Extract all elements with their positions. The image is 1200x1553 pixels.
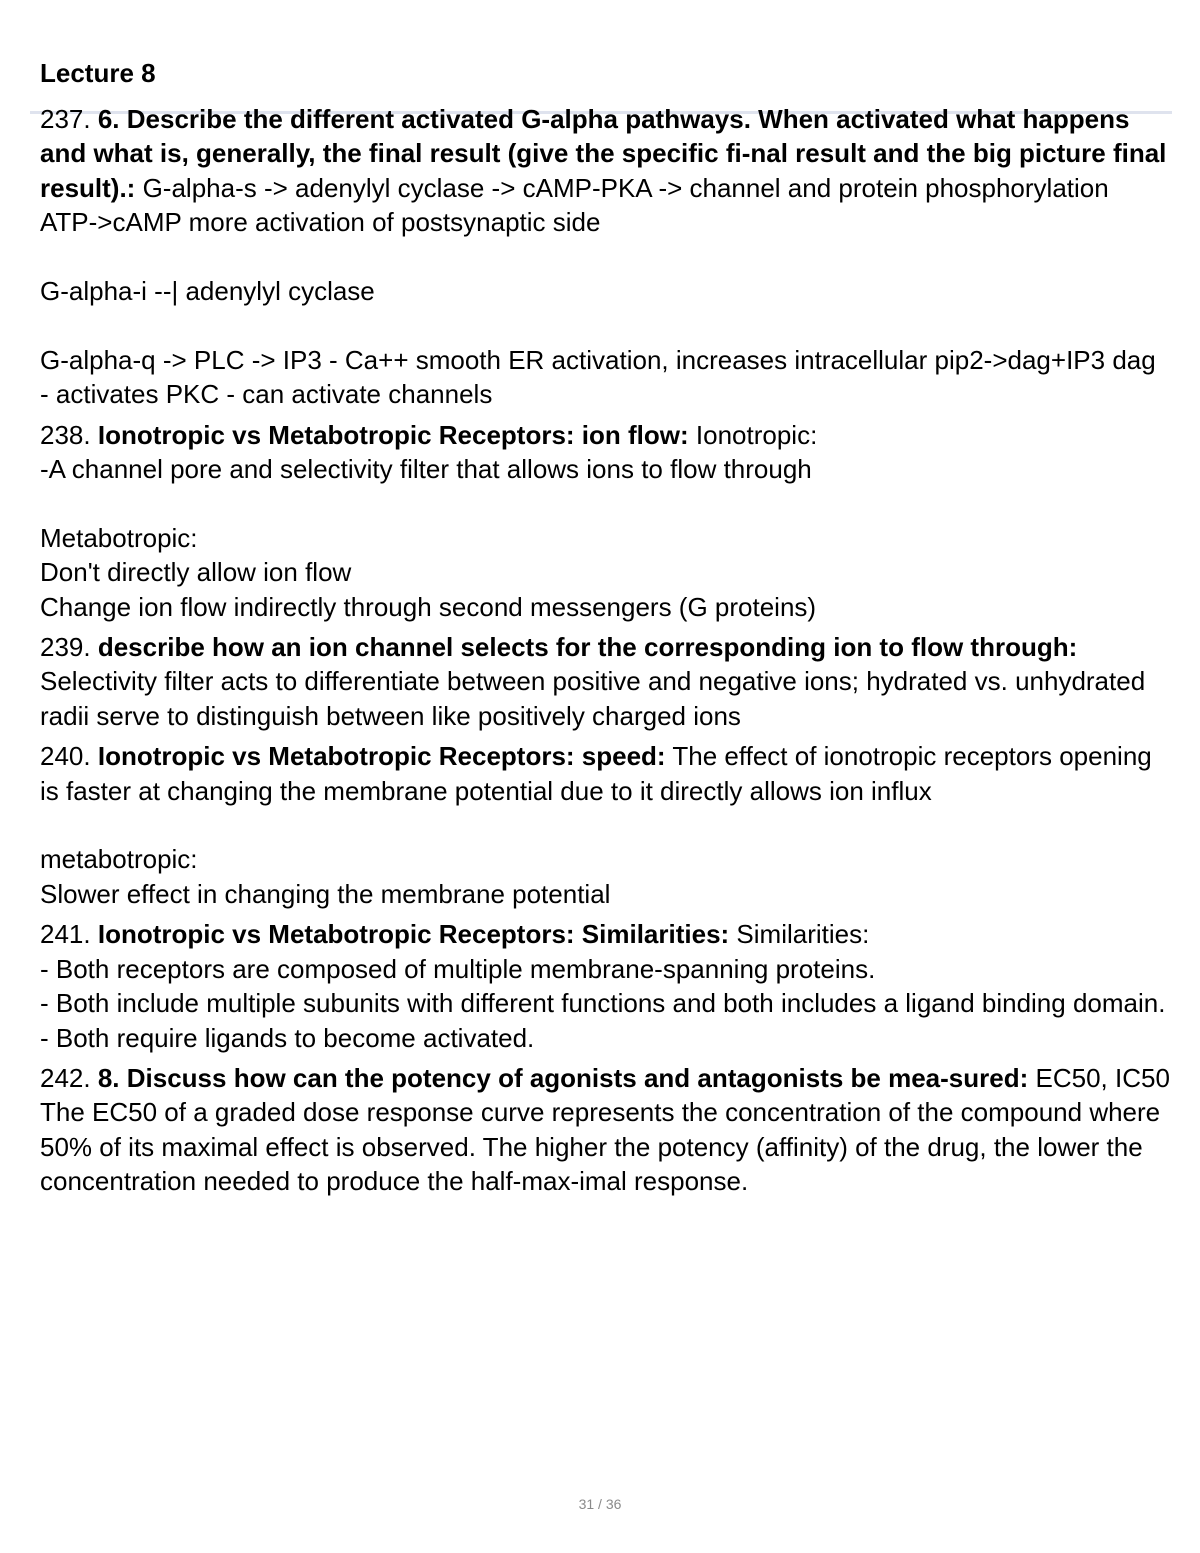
card-number: 241.: [40, 919, 91, 950]
card-number: 239.: [40, 632, 91, 663]
card-answer-line: G-alpha-i --| adenylyl cyclase: [40, 276, 375, 307]
card-question: Ionotropic vs Metabotropic Receptors: ion flow:: [97, 419, 689, 450]
flashcard-first-line: [40, 418, 1170, 452]
card-answer: G-alpha-s -> adenylyl cyclase -> cAMP-PKA -> channel and protein phosphorylation: [142, 172, 1109, 203]
card-question: describe how an ion channel selects for the corresponding ion to flow through:: [97, 632, 1078, 663]
flashcard-first-line: [40, 630, 1170, 733]
card-number: 237.: [40, 104, 91, 134]
card-answer-line: G-alpha-q -> PLC -> IP3 - Ca++ smooth ER activation, increases intracellular pip2->dag+IP3 dag - activates PKC - can activate channels: [40, 344, 1163, 410]
card-number: 242.: [40, 1062, 91, 1093]
document-page: [40, 56, 1174, 1205]
card-answer-line: - Both require ligands to become activated.: [40, 1022, 535, 1053]
card-number: 240.: [40, 741, 91, 772]
card-answer-line: Change ion flow indirectly through second messengers (G proteins): [40, 591, 817, 622]
card-question: Ionotropic vs Metabotropic Receptors: Similarities:: [97, 919, 730, 950]
lecture-title: Lecture 8: [40, 58, 156, 88]
card-number: 238.: [40, 419, 91, 450]
blank-line: [40, 308, 1170, 342]
card-answer-line: ATP->cAMP more activation of postsynaptic side: [40, 207, 601, 238]
card-answer-line: -A channel pore and selectivity filter that allows ions to flow through: [40, 454, 812, 485]
card-answer-line: Metabotropic:: [40, 522, 198, 553]
blank-line: [40, 486, 1170, 520]
card-answer-line: The EC50 of a graded dose response curve represents the concentration of the compound where 50% of its maximal effect is observed. The higher the potency (affinity) of the drug, the lower the concentration needed to produce the half-max-imal response.: [40, 1097, 1168, 1197]
card-answer-line: metabotropic:: [40, 844, 198, 875]
card-answer-line: - Both receptors are composed of multiple membrane-spanning proteins.: [40, 953, 876, 984]
page-indicator: 31 / 36: [578, 1496, 622, 1512]
flashcard-first-line: [40, 1061, 1170, 1095]
card-answer-line: - Both include multiple subunits with different functions and both includes a ligand binding domain.: [40, 988, 1166, 1019]
flashcard-first-line: [40, 102, 1174, 205]
flashcard-entry: [40, 418, 1170, 624]
flashcard-first-line: [40, 739, 1170, 808]
card-answer: Similarities:: [736, 919, 870, 950]
card-answer: Ionotropic:: [695, 419, 818, 450]
blank-line: [40, 808, 1170, 842]
card-answer: EC50, IC50: [1035, 1062, 1170, 1093]
flashcard-entry: [40, 917, 1170, 1055]
card-answer: Selectivity filter acts to differentiate between positive and negative ions; hydrated vs. unhydrated radii serve to distinguish between like positively charged ions: [40, 666, 1153, 731]
flashcard-first-line: [40, 917, 1170, 951]
card-question: Ionotropic vs Metabotropic Receptors: speed:: [97, 741, 666, 772]
flashcard-entry: [40, 739, 1170, 911]
card-answer-line: Don't directly allow ion flow: [40, 557, 352, 588]
blank-line: [40, 240, 1170, 274]
flashcard-entry: [40, 630, 1170, 733]
card-answer: The effect of ionotropic receptors opening is faster at changing the membrane potential due to it directly allows ion influx: [40, 741, 1159, 806]
card-question: 8. Discuss how can the potency of agonists and antagonists be mea-sured:: [97, 1062, 1029, 1093]
flashcard-list: [40, 102, 1174, 1199]
flashcard-entry: [40, 102, 1174, 412]
card-answer-line: Slower effect in changing the membrane potential: [40, 878, 611, 909]
card-question: 6. Describe the different activated G-alpha pathways. When activated what happens and what is, generally, the final result (give the specific fi-nal result and the big picture final result).:: [40, 104, 1174, 203]
flashcard-entry: [40, 1061, 1170, 1199]
